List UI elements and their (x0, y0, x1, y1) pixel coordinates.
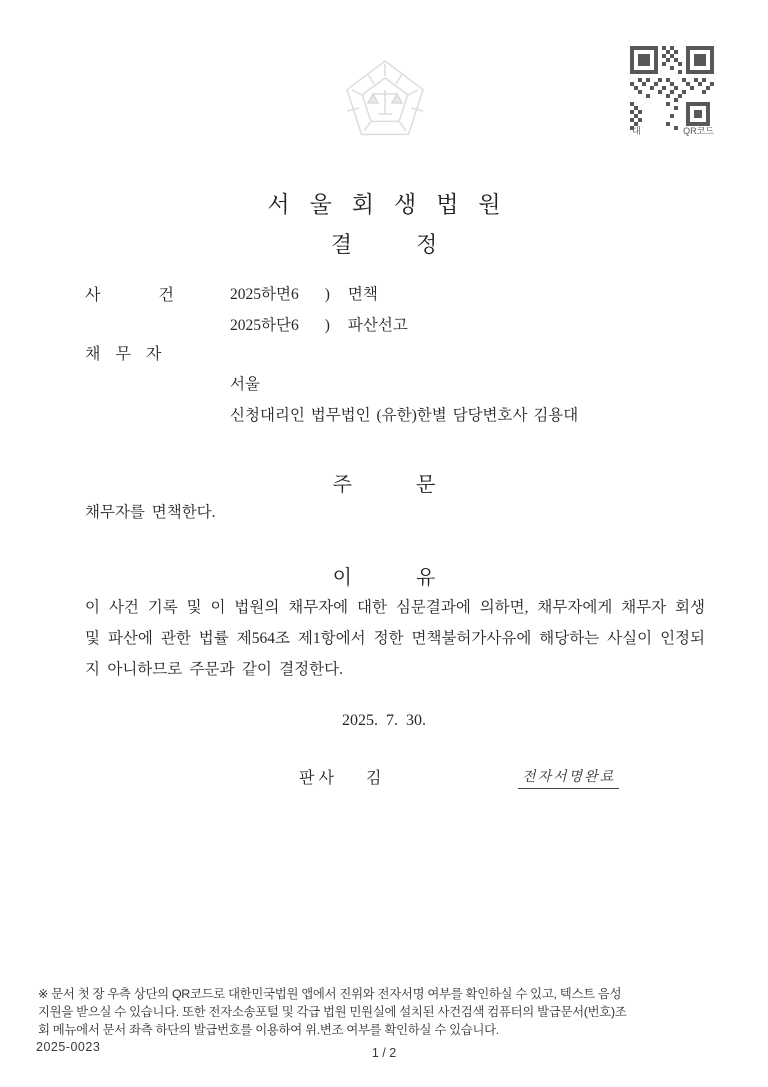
qr-caption (632, 124, 714, 137)
judge-label: 판사 (299, 770, 338, 787)
qr-code (630, 46, 714, 130)
electronic-signature-stamp: 전자서명완료 (518, 766, 619, 789)
issue-number: 2025-0023 (36, 1040, 101, 1054)
verification-notice-line: ※ 문서 첫 장 우측 상단의 QR코드로 대한민국법원 앱에서 진위와 전자서명 여부를 확인하실 수 있고, 텍스트 음성 (38, 987, 622, 1001)
qr-caption-right: QR코드 (683, 126, 714, 136)
order-text: 채무자를 면책한다. (85, 504, 216, 521)
page-indicator: 1 / 2 (371, 1046, 397, 1060)
debtor-representative: 신청대리인 법무법인 (유한)한별 담당변호사 김용대 (230, 407, 579, 424)
case-number-line-1 (230, 282, 378, 304)
court-name-title: 서울회생법원 (267, 192, 521, 217)
verification-notice-line: 지원을 받으실 수 있습니다. 또한 전자소송포털 및 각급 법원 민원실에 설치된 사건검색 컴퓨터의 발급문서(번호)조 (38, 1005, 627, 1019)
verification-notice-line: 회 메뉴에서 문서 좌측 하단의 발급번호를 이용하여 위.변조 여부를 확인하실 수 있습니다. (38, 1023, 499, 1037)
case-number: 2025하단6 (230, 317, 299, 334)
case-number-line-2 (230, 313, 408, 335)
order-heading: 주문 (332, 474, 500, 496)
court-seal-watermark (330, 56, 440, 146)
case-type: 파산선고 (347, 317, 408, 334)
reasons-text: 이 사건 기록 및 이 법원의 채무자에 대한 심문결과에 의하면, 채무자에게 채무자 회생 및 파산에 관한 법률 제564조 제1항에서 정한 면책불허가사유에 해당하는 사실이 인정되지 아니하므로 주문과 같이 결정한다. (85, 599, 705, 678)
close-paren: ) (324, 317, 330, 334)
close-paren: ) (324, 286, 330, 303)
judge-name: 김 (366, 770, 382, 787)
reasons-heading: 이유 (332, 567, 500, 589)
case-label: 사건 (85, 287, 232, 304)
debtor-label: 채무자 (85, 346, 177, 363)
decision-date: 2025. 7. 30. (342, 712, 426, 729)
case-type: 면책 (347, 286, 378, 303)
case-number: 2025하면6 (230, 286, 299, 303)
qr-caption-left: 대 (632, 126, 641, 136)
debtor-address: 서울 (230, 376, 260, 393)
document-type-title: 결정 (330, 232, 502, 257)
